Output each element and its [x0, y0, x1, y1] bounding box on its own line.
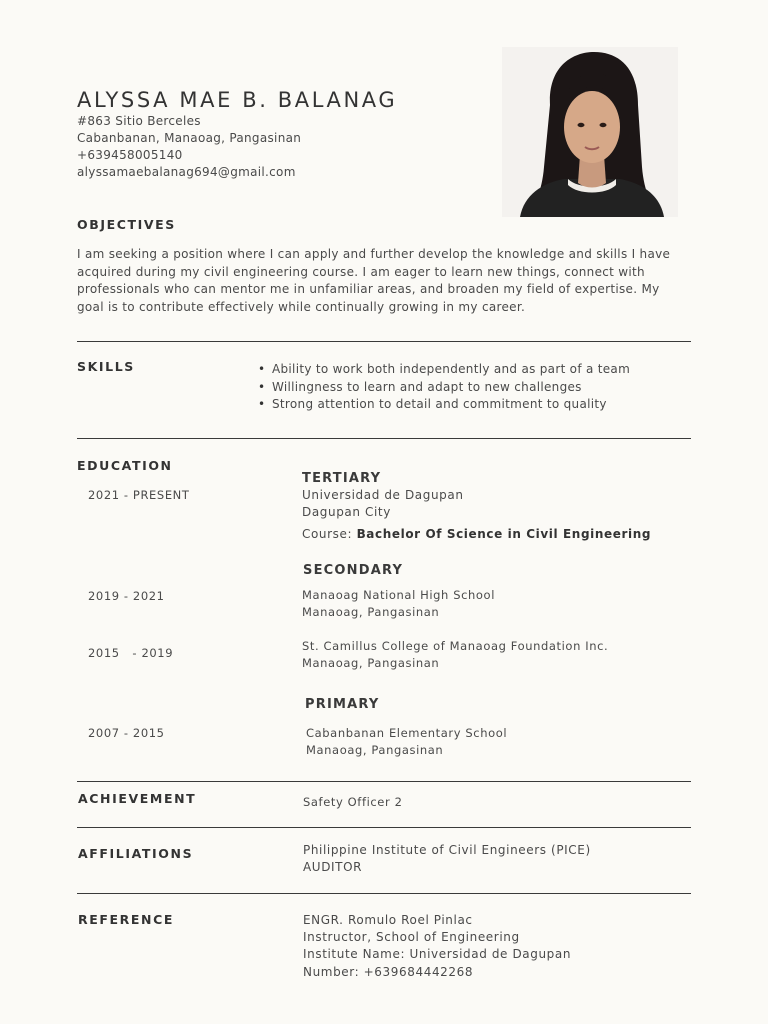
secondary-heading: SECONDARY	[303, 563, 404, 578]
secondary-school: St. Camillus College of Manaoag Foundation Inc.	[302, 639, 609, 653]
skill-item: • Willingness to learn and adapt to new challenges	[258, 379, 630, 397]
address-line-2: Cabanbanan, Manaoag, Pangasinan	[77, 131, 302, 145]
affiliation-org: Philippine Institute of Civil Engineers (PICE)	[303, 843, 591, 857]
course-label: Course:	[302, 527, 353, 541]
tertiary-school: Universidad de Dagupan	[302, 488, 464, 502]
reference-title: REFERENCE	[78, 912, 174, 927]
achievement-text: Safety Officer 2	[303, 795, 403, 809]
primary-heading: PRIMARY	[305, 697, 380, 712]
resume-name: ALYSSA MAE B. BALANAG	[77, 88, 398, 112]
divider	[77, 827, 691, 828]
primary-school: Cabanbanan Elementary School	[306, 726, 508, 740]
secondary-date: 2019 - 2021	[88, 589, 165, 603]
address-line-1: #863 Sitio Berceles	[77, 114, 201, 128]
objectives-text: I am seeking a position where I can apply and further develop the knowledge and skills I have acquired during my civil engineering course. I am eager to learn new things, connect with professionals who can mentor me in unfamiliar areas, and broaden my field of expertise. My goal is to contribute effectively while continually growing in my career.	[77, 247, 671, 314]
reference-number: Number: +639684442268	[303, 965, 474, 979]
affiliations-title: AFFILIATIONS	[78, 846, 194, 861]
achievement-title: ACHIEVEMENT	[78, 791, 197, 806]
tertiary-date: 2021 - PRESENT	[88, 488, 190, 502]
skill-item: • Ability to work both independently and as part of a team	[258, 361, 630, 379]
divider	[77, 341, 691, 342]
secondary-location: Manaoag, Pangasinan	[302, 656, 440, 670]
reference-position: Instructor, School of Engineering	[303, 930, 520, 944]
affiliation-role: AUDITOR	[303, 860, 363, 874]
reference-name: ENGR. Romulo Roel Pinlac	[303, 913, 473, 927]
secondary-school: Manaoag National High School	[302, 588, 495, 602]
phone-number: +639458005140	[77, 148, 183, 162]
profile-photo	[502, 47, 678, 217]
secondary-location: Manaoag, Pangasinan	[302, 605, 440, 619]
secondary-date: 2015 - 2019	[88, 646, 174, 660]
tertiary-heading: TERTIARY	[302, 471, 382, 486]
divider	[77, 781, 691, 782]
divider	[77, 893, 691, 894]
education-title: EDUCATION	[77, 458, 173, 473]
email-address: alyssamaebalanag694@gmail.com	[77, 165, 296, 179]
tertiary-location: Dagupan City	[302, 505, 391, 519]
tertiary-course	[302, 526, 651, 543]
skills-list	[258, 361, 630, 414]
reference-institute: Institute Name: Universidad de Dagupan	[303, 947, 572, 961]
skill-item: • Strong attention to detail and commitment to quality	[258, 396, 630, 414]
primary-date: 2007 - 2015	[88, 726, 165, 740]
primary-location: Manaoag, Pangasinan	[306, 743, 444, 757]
course-name: Bachelor Of Science in Civil Engineering	[356, 527, 652, 541]
objectives-title: OBJECTIVES	[77, 217, 176, 232]
skills-title: SKILLS	[77, 359, 135, 374]
divider	[77, 438, 691, 439]
